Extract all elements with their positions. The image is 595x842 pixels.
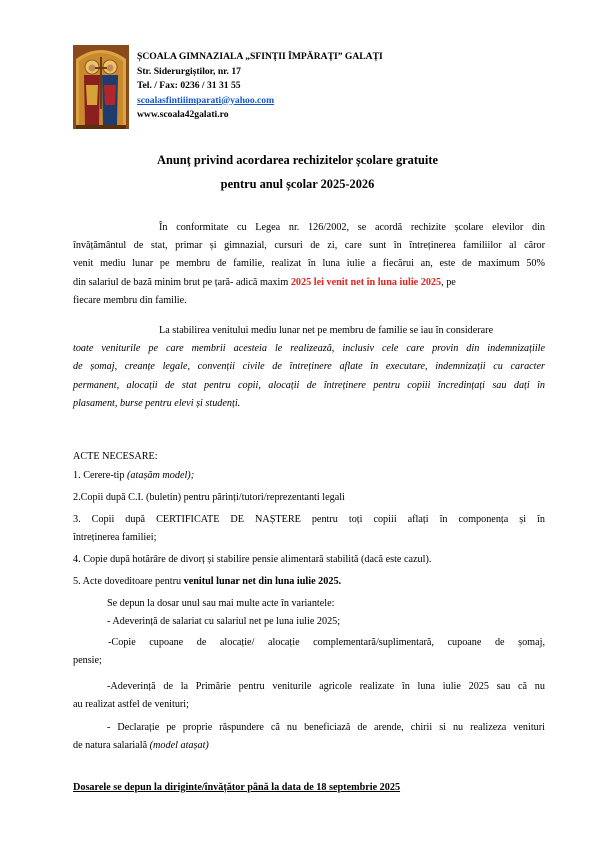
sub-item-2: -Copie cupoane de alocație/ alocație complementară/suplimentară, cupoane de șomaj, pensie; (73, 637, 545, 667)
announcement-title-line2: pentru anul școlar 2025-2026 (220, 177, 375, 191)
school-email-link[interactable]: scoalasfintiiimparati@yahoo.com (137, 94, 275, 106)
document-item-4: 4. Copie după hotărâre de divorț și stabilire pensie alimentară stabilită (dacă este cazul). (73, 554, 432, 565)
income-limit-highlight: 2025 lei venit net în luna iulie 2025 (290, 276, 442, 288)
document-item-5: 5. Acte doveditoare pentru venitul lunar net din luna iulie 2025. (73, 576, 342, 587)
intro-line: învățământul de stat, primar și gimnazial, cursuri de zi, care sunt în întreținerea familiilor al căror (73, 240, 545, 252)
intro-line: fiecare membru din familie. (73, 294, 187, 306)
income-line: La stabilirea venitului mediu lunar net pe membru de familie se iau în considerare (159, 325, 494, 336)
sub-list-intro: Se depun la dosar unul sau mai multe acte în variantele: (107, 598, 335, 609)
school-address: Str. Siderurgiștilor, nr. 17 (137, 65, 241, 77)
intro-line: din salariul de bază minim brut pe țară- adică maxim 2025 lei venit net în luna iulie 2025, pe (73, 276, 456, 288)
income-line: plasament, burse pentru elevi și studenți. (73, 397, 241, 409)
documents-heading: ACTE NECESARE: (73, 451, 158, 462)
school-header (137, 50, 383, 123)
document-item-1: 1. Cerere-tip (atașăm model); (73, 470, 195, 481)
intro-paragraph (73, 219, 545, 310)
submission-deadline: Dosarele se depun la diriginte/învățător până la data de 18 septembrie 2025 (73, 782, 401, 793)
intro-line: venit mediu lunar pe membru de familie, realizat în luna iulie a fiecărui an, este de maximum 50% (73, 258, 545, 270)
sub-item-1: - Adeverință de salariat cu salariul net pe luna iulie 2025; (107, 616, 341, 627)
sub-item-3: -Adeverință de la Primărie pentru veniturile agricole realizate în luna iulie 2025 sau că nu au realizat astfel de venituri; (73, 681, 545, 711)
income-line: toate veniturile pe care membrii acesteia le realizează, inclusiv cele care provin din indemnizațiile (73, 343, 545, 355)
school-name: ȘCOALA GIMNAZIALA „SFINȚII ÎMPĂRAȚI” GALAȚI (137, 51, 383, 62)
document-item-3: 3. Copii după CERTIFICATE DE NAȘTERE pentru toți copiii aflați în componența și în întreținerea familiei; (73, 514, 545, 544)
school-website: www.scoala42galati.ro (137, 109, 229, 120)
income-line: permanent, alocații de stat pentru copii, alocații de întreținere pentru copiii încredințați sau dați în (73, 379, 545, 391)
income-paragraph (73, 322, 545, 413)
intro-line: În conformitate cu Legea nr. 126/2002, se acordă rechizite școlare elevilor din (159, 222, 545, 233)
saints-logo-icon (73, 45, 129, 129)
announcement-title-line1: Anunț privind acordarea rechizitelor școlare gratuite (157, 153, 438, 167)
income-line: de șomaj, creanțe legale, convenții civile de întreținere aflate în executare, indemnizații cu caracter (73, 361, 545, 373)
document-item-2: 2.Copii după C.I. (buletin) pentru părinți/tutori/reprezentanti legali (73, 492, 345, 503)
sub-item-4: - Declarație pe proprie răspundere că nu beneficiază de arende, chirii si nu realizeza venituri de natura salarială (model atașat) (73, 722, 545, 752)
school-phone: Tel. / Fax: 0236 / 31 31 55 (137, 80, 241, 91)
